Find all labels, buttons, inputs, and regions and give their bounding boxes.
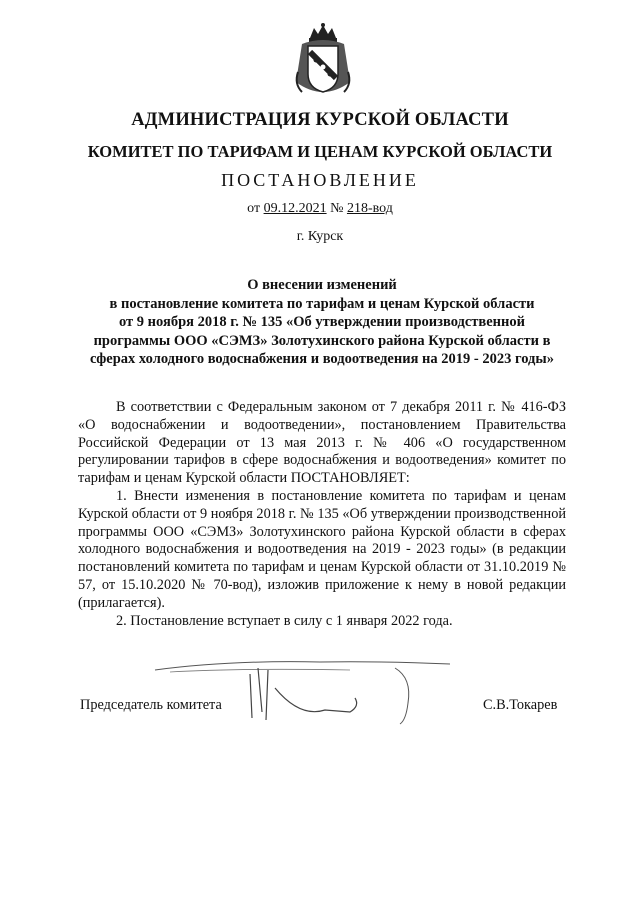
- committee-heading: КОМИТЕТ ПО ТАРИФАМ И ЦЕНАМ КУРСКОЙ ОБЛАСТИ: [87, 142, 553, 161]
- signatory-name: С.В.Токарев: [483, 697, 558, 713]
- signatory-position: Председатель комитета: [80, 697, 222, 713]
- title-line: О внесении изменений: [247, 277, 397, 293]
- title-line: программы ООО «СЭМЗ» Золотухинского района Курской области в: [93, 332, 551, 349]
- date-prefix: от: [247, 201, 261, 216]
- title-line: сферах холодного водоснабжения и водоотведения на 2019 - 2023 годы»: [90, 351, 554, 367]
- document-title: [70, 276, 574, 369]
- title-line: от 9 ноября 2018 г. № 135 «Об утверждении производственной: [119, 314, 525, 330]
- title-line: в постановление комитета по тарифам и ценам Курской области: [109, 295, 535, 312]
- doc-type-heading: ПОСТАНОВЛЕНИЕ: [221, 170, 419, 190]
- date-line: [0, 201, 640, 217]
- document-body: [78, 399, 566, 630]
- preamble-paragraph: В соответствии с Федеральным законом от 7 декабря 2011 г. № 416-ФЗ «О водоснабжении и водоотведении», постановлением Правительства Российской Федерации от 13 мая 2013 г. № 406 «О государственном регулировании тарифов в сфере водоснабжения и водоотведения» комитет по тарифам и ценам Курской области ПОСТАНОВЛЯЕТ:: [78, 399, 566, 487]
- number-prefix: №: [330, 201, 344, 216]
- document-date: 09.12.2021: [263, 201, 327, 216]
- document-number: 218-вод: [346, 201, 393, 216]
- handwritten-signature: [150, 648, 470, 728]
- city: г. Курск: [296, 229, 344, 244]
- kursk-coat-of-arms-icon: [292, 22, 354, 100]
- item-1-paragraph: 1. Внести изменения в постановление комитета по тарифам и ценам Курской области от 9 ноября 2018 г. № 135 «Об утверждении производственной программы ООО «СЭМЗ» Золотухинского района Курской области в сферах холодного водоснабжения и водоотведения на 2019 - 2023 годы» (в редакции постановлений комитета по тарифам и ценам Курской области от 31.10.2019 № 57, от 15.10.2020 № 70-вод), изложив приложение к нему в новой редакции (прилагается).: [78, 487, 566, 611]
- item-2-paragraph: 2. Постановление вступает в силу с 1 января 2022 года.: [116, 612, 453, 629]
- administration-heading: АДМИНИСТРАЦИЯ КУРСКОЙ ОБЛАСТИ: [131, 110, 509, 130]
